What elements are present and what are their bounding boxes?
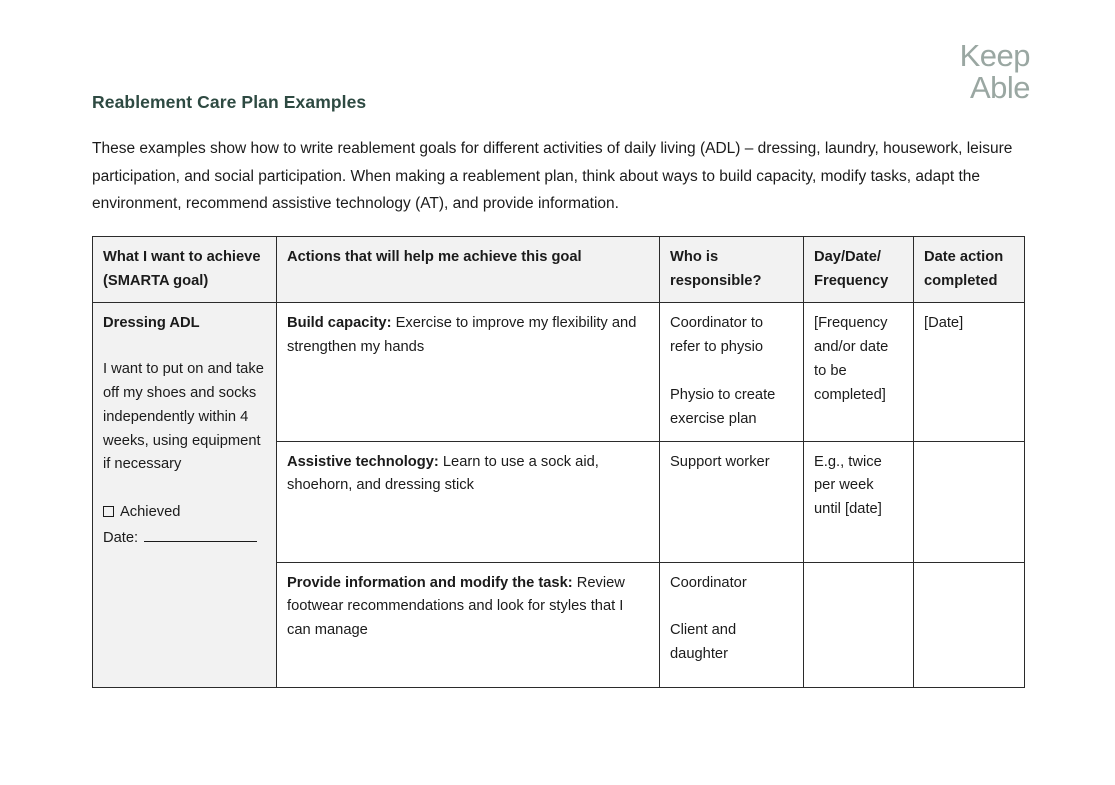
- action-cell: [277, 303, 660, 441]
- table-row: [93, 303, 1025, 441]
- goal-heading: Dressing ADL: [103, 315, 200, 332]
- action-cell: [277, 562, 660, 687]
- action-text: Exercise to improve my flexibility and strengthen my hands: [287, 315, 637, 356]
- date-line: [103, 527, 267, 551]
- responsible-cell: [660, 303, 804, 441]
- logo-line-keep: Keep: [959, 38, 1030, 73]
- achieved-label: Achieved: [120, 504, 181, 521]
- date-completed-cell: [914, 562, 1025, 687]
- column-header-actions: Actions that will help me achieve this goal: [277, 236, 660, 303]
- logo-line-able: Able: [969, 70, 1030, 105]
- column-header-who: Who is responsible?: [660, 236, 804, 303]
- frequency-cell: [804, 562, 914, 687]
- responsible-line: Physio to create exercise plan: [670, 386, 776, 427]
- column-header-when: Day/Date/ Frequency: [804, 236, 914, 303]
- column-header-goal-line2: (SMARTA goal): [103, 272, 209, 289]
- intro-paragraph: These examples show how to write reablement goals for different activities of daily living (ADL) – dressing, laundry, housework, leisure participation, and social participation. When making a reablement plan, think about ways to build capacity, modify tasks, adapt the environment, recommend assistive technology (AT), and provide information.: [92, 140, 1013, 213]
- responsible-cell: [660, 441, 804, 562]
- date-completed-cell: [Date]: [914, 303, 1025, 441]
- frequency-cell: [Frequency and/or date to be completed]: [804, 303, 914, 441]
- spacer: [670, 595, 794, 619]
- column-header-done: Date action completed: [914, 236, 1025, 303]
- table-header: [93, 236, 1025, 303]
- table-body: [93, 303, 1025, 687]
- responsible-line: Coordinator to refer to physio: [670, 315, 764, 356]
- responsible-line: Support worker: [670, 453, 770, 470]
- column-header-goal: [93, 236, 277, 303]
- care-plan-table: [92, 236, 1025, 688]
- date-input-rule[interactable]: [144, 529, 257, 542]
- action-cell: [277, 441, 660, 562]
- action-text: Learn to use a sock aid, shoehorn, and dressing stick: [287, 453, 599, 494]
- responsible-line: Client and daughter: [670, 622, 737, 663]
- date-label: Date:: [103, 530, 139, 547]
- action-text: Review footwear recommendations and look for styles that I can manage: [287, 574, 625, 639]
- column-header-goal-line1: What I want to achieve: [103, 248, 261, 265]
- achieved-checkbox-icon[interactable]: [103, 506, 114, 517]
- spacer: [670, 360, 794, 384]
- frequency-cell: E.g., twice per week until [date]: [804, 441, 914, 562]
- responsible-cell: [660, 562, 804, 687]
- achieved-line: [103, 501, 267, 525]
- action-label: Build capacity:: [287, 315, 392, 332]
- table-header-row: [93, 236, 1025, 303]
- goal-text: I want to put on and take off my shoes and socks independently within 4 weeks, using equipment if necessary: [103, 361, 264, 473]
- goal-cell: [93, 303, 277, 687]
- action-label: Assistive technology:: [287, 453, 439, 470]
- page-title: Reablement Care Plan Examples: [92, 92, 367, 112]
- action-label: Provide information and modify the task:: [287, 574, 573, 591]
- date-completed-cell: [914, 441, 1025, 562]
- responsible-line: Coordinator: [670, 574, 747, 591]
- document-body: [92, 92, 1024, 688]
